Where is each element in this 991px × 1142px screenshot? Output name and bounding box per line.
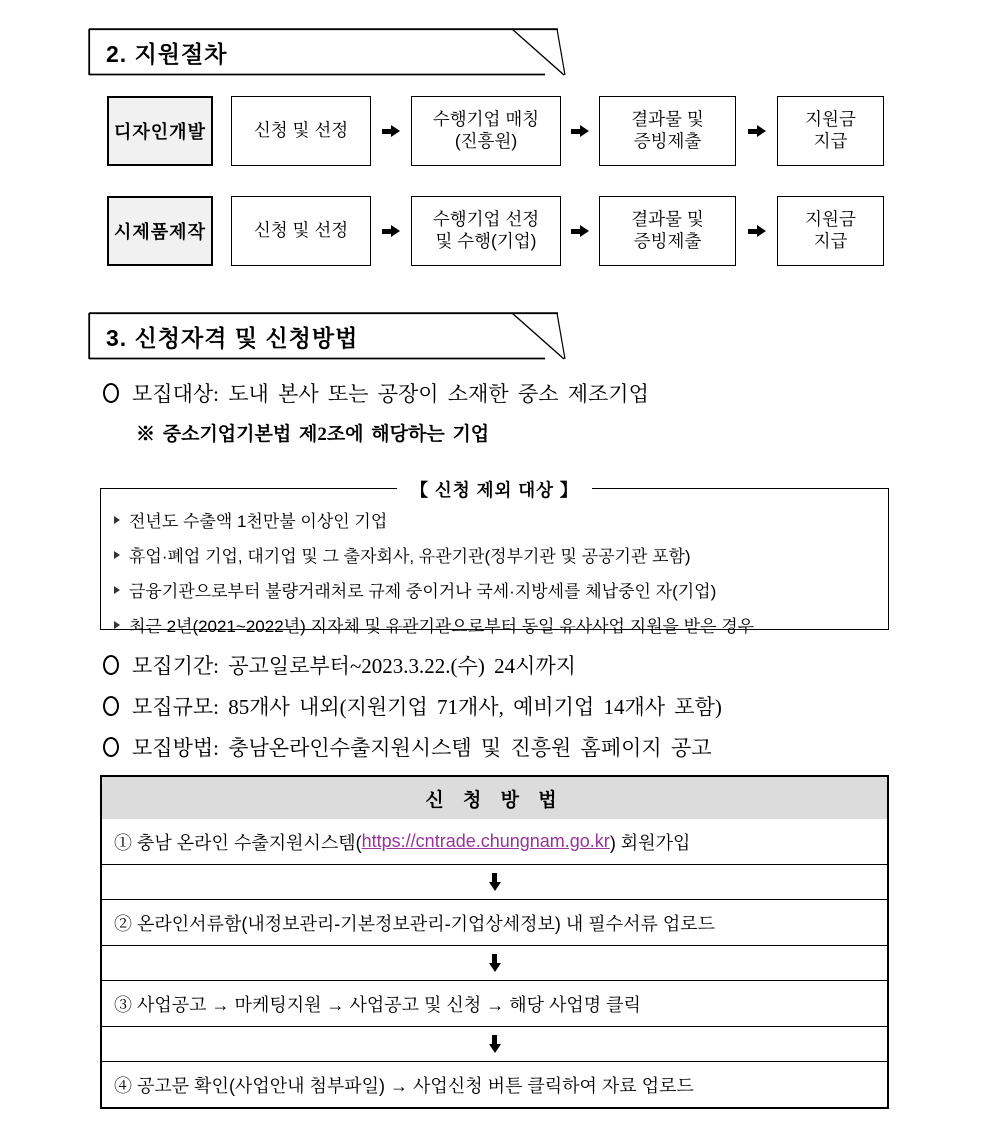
flow-arrow-cell	[736, 196, 777, 266]
arrow-down-icon	[489, 873, 501, 891]
exclusion-title: 【 신청 제외 대상 】	[397, 477, 593, 502]
flow-step-line: 지원금	[805, 209, 856, 230]
table-arrow-row	[102, 864, 887, 899]
exclusion-item	[114, 607, 878, 642]
table-step-2	[102, 899, 887, 945]
flow-step-line: 증빙제출	[633, 231, 702, 251]
spacer	[213, 96, 231, 166]
application-method-table	[100, 775, 889, 1109]
flow-step-line: 신청 및 선정	[253, 220, 349, 241]
flow-arrow-cell	[371, 196, 411, 266]
flow-step-line: 및 수행(기업)	[435, 231, 537, 251]
flow-arrow-cell	[561, 96, 599, 166]
arrow-right-icon	[571, 225, 589, 237]
triangle-bullet-icon	[114, 621, 120, 629]
arrow-right-icon	[748, 225, 766, 237]
exclusion-item	[114, 537, 878, 572]
scale-line	[103, 691, 722, 721]
step4-text: ④ 공고문 확인(사업안내 첨부파일) → 사업신청 버튼 클릭하여 자료 업로드	[114, 1075, 694, 1096]
exclusion-item	[114, 502, 878, 537]
exclusion-item-text: 휴업·폐업 기업, 대기업 및 그 출자회사, 유관기관(정부기관 및 공공기관 포함)	[129, 547, 691, 566]
table-arrow-row	[102, 945, 887, 980]
method-text: 모집방법: 충남온라인수출지원시스템 및 진흥원 홈페이지 공고	[132, 736, 712, 760]
arrow-right-icon	[748, 125, 766, 137]
flow-step-matching	[411, 96, 561, 166]
arrow-right-icon	[382, 125, 400, 137]
arrow-right-icon	[571, 125, 589, 137]
flow-arrow-cell	[371, 96, 411, 166]
section2-header	[88, 28, 570, 76]
flow-label-prototype: 시제품제작	[107, 196, 213, 266]
flow-step-line: 신청 및 선정	[253, 120, 349, 141]
step1-prefix: ① 충남 온라인 수출지원시스템(	[114, 832, 362, 853]
flow-step-line: 지급	[813, 231, 848, 251]
table-header: 신 청 방 법	[102, 777, 887, 819]
step1-suffix: ) 회원가입	[609, 832, 691, 853]
flow-arrow-cell	[561, 196, 599, 266]
target-text: 모집대상: 도내 본사 또는 공장이 소재한 중소 제조기업	[132, 382, 649, 406]
triangle-bullet-icon	[114, 586, 120, 594]
exclusion-items	[101, 489, 888, 642]
flow-step-apply	[231, 196, 371, 266]
section2-title: 2. 지원절차	[106, 40, 228, 67]
system-url-link[interactable]: https://cntrade.chungnam.go.kr	[361, 831, 610, 851]
flow-step-line: 지급	[813, 131, 848, 151]
triangle-bullet-icon	[114, 551, 120, 559]
arrow-right-icon	[382, 225, 400, 237]
flow-step-line: 수행기업 선정	[432, 209, 540, 230]
table-arrow-row	[102, 1026, 887, 1061]
flow-step-results	[599, 96, 736, 166]
table-step-1	[102, 819, 887, 864]
method-line	[103, 732, 712, 762]
flow-step-selection	[411, 196, 561, 266]
flow-step-line: 수행기업 매칭	[432, 109, 540, 130]
triangle-bullet-icon	[114, 516, 120, 524]
table-step-3	[102, 980, 887, 1026]
exclusion-item-text: 전년도 수출액 1천만불 이상인 기업	[129, 512, 388, 531]
flow-row-prototype	[107, 196, 907, 266]
arrow-down-icon	[489, 1035, 501, 1053]
arrow-down-icon	[489, 954, 501, 972]
flow-step-line: 증빙제출	[633, 131, 702, 151]
exclusion-item-text: 금융기관으로부터 불량거래처로 규제 중이거나 국세·지방세를 체납중인 자(기업)	[129, 582, 717, 601]
circle-bullet-icon	[103, 696, 119, 716]
period-line	[103, 650, 576, 680]
target-line	[103, 378, 649, 408]
circle-bullet-icon	[103, 383, 119, 403]
circle-bullet-icon	[103, 737, 119, 757]
flow-step-line: 결과물 및	[631, 209, 704, 230]
step3-text: ③ 사업공고 → 마케팅지원 → 사업공고 및 신청 → 해당 사업명 클릭	[114, 994, 641, 1015]
circle-bullet-icon	[103, 655, 119, 675]
scale-text: 모집규모: 85개사 내외(지원기업 71개사, 예비기업 14개사 포함)	[132, 695, 722, 719]
flow-step-line: 결과물 및	[631, 109, 704, 130]
flow-arrow-cell	[736, 96, 777, 166]
table-step-4	[102, 1061, 887, 1107]
flow-step-apply	[231, 96, 371, 166]
target-note: ※ 중소기업기본법 제2조에 해당하는 기업	[136, 424, 490, 445]
period-text: 모집기간: 공고일로부터~2023.3.22.(수) 24시까지	[132, 654, 576, 678]
flow-step-payment	[777, 96, 884, 166]
exclusion-item-text: 최근 2년(2021~2022년) 지자체 및 유관기관으로부터 동일 유사사업 지원을 받은 경우	[129, 617, 755, 636]
flow-step-line: (진흥원)	[454, 131, 518, 151]
section3-title: 3. 신청자격 및 신청방법	[106, 324, 359, 351]
flow-step-line: 지원금	[805, 109, 856, 130]
step2-text: ② 온라인서류함(내정보관리-기본정보관리-기업상세정보) 내 필수서류 업로드	[114, 913, 716, 934]
flow-row-design	[107, 96, 907, 166]
flow-step-results	[599, 196, 736, 266]
flow-label-design: 디자인개발	[107, 96, 213, 166]
exclusion-item	[114, 572, 878, 607]
exclusion-box	[100, 480, 889, 636]
flow-step-payment	[777, 196, 884, 266]
spacer	[213, 196, 231, 266]
section3-header	[88, 312, 570, 360]
